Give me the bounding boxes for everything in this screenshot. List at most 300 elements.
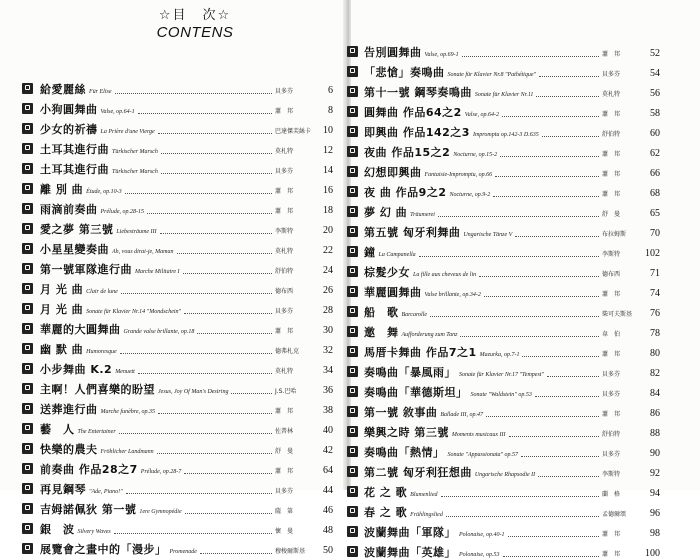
entry-composer: 蕭 邦 (275, 328, 294, 335)
entry-composer: 蘭 格 (602, 491, 621, 498)
entry-title: 小狗圓舞曲 (40, 103, 98, 116)
entry-page-number: 22 (323, 245, 333, 256)
entry-subtitle: Sonate "Waldstein" op.53 (470, 392, 532, 398)
entry-marker-icon (22, 123, 33, 134)
toc-entry[interactable] (0, 217, 345, 237)
toc-entry[interactable] (351, 520, 700, 540)
entry-marker-icon (347, 426, 358, 437)
dot-leader (509, 436, 600, 437)
entry-marker-icon (347, 46, 358, 57)
entry-subtitle: Menuett (115, 369, 135, 375)
entry-title: 第五號 匈牙利舞曲 (364, 226, 461, 239)
entry-title: 雨滴前奏曲 (40, 203, 98, 216)
dot-leader (521, 456, 599, 457)
entry-page-number: 82 (650, 368, 660, 379)
entry-page-number: 78 (650, 328, 660, 339)
entry-composer: 蕭 邦 (602, 111, 621, 118)
entry-marker-icon (347, 246, 358, 257)
dot-leader (493, 196, 599, 197)
toc-entry[interactable] (351, 220, 700, 240)
entry-title: 奏鳴曲「華德斯坦」 (364, 386, 468, 399)
entry-subtitle: Sonate für Klavier Nr.8 "Pathétique" (447, 72, 537, 78)
entry-page-number: 86 (650, 408, 660, 419)
toc-entry[interactable] (351, 100, 700, 120)
entry-page-number: 70 (650, 228, 660, 239)
entry-subtitle: 1ere Gymnopédie (139, 509, 182, 515)
left-page (0, 0, 345, 556)
entry-marker-icon (347, 126, 358, 137)
entry-composer: 佐普林 (275, 428, 294, 435)
entry-subtitle: Étude, op.10-3 (86, 189, 122, 195)
toc-entry[interactable] (351, 440, 700, 460)
entry-composer: 蕭 邦 (602, 291, 621, 298)
entry-page-number: 28 (323, 305, 333, 316)
entry-title: 樂興之時 第三號 (364, 426, 449, 439)
entry-marker-icon (22, 243, 33, 254)
toc-entry[interactable] (351, 360, 700, 380)
entry-marker-icon (22, 323, 33, 334)
entry-composer: 蕭 邦 (275, 108, 294, 115)
entry-title: 告別圓舞曲 (364, 46, 422, 59)
entry-page-number: 62 (650, 148, 660, 159)
entry-subtitle: Blumenlied (410, 492, 438, 498)
entry-marker-icon (347, 66, 358, 77)
dot-leader (484, 296, 599, 297)
entry-page-number: 74 (650, 288, 660, 299)
entry-subtitle: Fantaisie-Impromptu, op.66 (424, 172, 493, 178)
entry-marker-icon (22, 423, 33, 434)
entry-title: 奏鳴曲「暴風雨」 (364, 366, 456, 379)
toc-entry[interactable] (0, 97, 345, 117)
entry-composer: 懷 曼 (275, 528, 294, 535)
entry-composer: 布拉姆斯 (602, 231, 627, 238)
toc-entry[interactable] (0, 157, 345, 177)
entry-subtitle: Grande valse brillante, op.18 (123, 329, 195, 335)
entry-page-number: 30 (323, 325, 333, 336)
entry-subtitle: Valse brillante, op.34-2 (424, 292, 481, 298)
entry-marker-icon (347, 366, 358, 377)
entry-subtitle: Ballade III, op.47 (440, 412, 483, 418)
entry-page-number: 64 (323, 465, 333, 476)
entry-composer: 蕭 邦 (275, 408, 294, 415)
entry-subtitle: Valse, op.64-1 (100, 109, 135, 115)
toc-entry[interactable] (351, 540, 700, 560)
entry-title: 馬厝卡舞曲 作品7之1 (364, 346, 477, 359)
entry-title: 月 光 曲 (40, 283, 84, 296)
entry-subtitle: Valse, op.64-2 (464, 112, 499, 118)
entry-marker-icon (22, 343, 33, 354)
entry-page-number: 94 (650, 488, 660, 499)
entry-marker-icon (22, 363, 33, 374)
entry-page-number: 20 (323, 225, 333, 236)
toc-entry[interactable] (0, 397, 345, 417)
dot-leader (462, 56, 599, 57)
dot-leader (147, 213, 272, 214)
entry-page-number: 12 (323, 145, 333, 156)
entry-composer: 韋 伯 (602, 331, 621, 338)
entry-page-number: 65 (650, 208, 660, 219)
entry-title: 圓舞曲 作品64之2 (364, 106, 462, 119)
entry-marker-icon (22, 103, 33, 114)
entry-subtitle: Polonaise, op.53 (459, 552, 500, 558)
entry-composer: 蕭 邦 (602, 51, 621, 58)
entry-page-number: 76 (650, 308, 660, 319)
contents-header (130, 8, 260, 41)
entry-title: 第十一號 鋼琴奏鳴曲 (364, 86, 472, 99)
toc-entry[interactable] (351, 420, 700, 440)
entry-title: 展覽會之畫中的「漫步」 (40, 543, 167, 556)
entry-subtitle: Polonaise, op.40-1 (459, 532, 505, 538)
entry-page-number: 98 (650, 528, 660, 539)
entry-subtitle: Nocturne, op.15-2 (453, 152, 498, 158)
entry-title: 小步舞曲 K.2 (40, 363, 113, 376)
entry-marker-icon (347, 226, 358, 237)
dot-leader (538, 476, 599, 477)
entry-composer: 莫札特 (275, 148, 294, 155)
entry-subtitle: "Ade, Piano!" (89, 489, 123, 495)
entry-subtitle: La Campanella (378, 252, 416, 258)
entry-title: 藝 人 (40, 423, 75, 436)
toc-entry[interactable] (0, 517, 345, 537)
toc-entry[interactable] (0, 377, 345, 397)
header-title-row (130, 8, 260, 24)
entry-composer: 薩 第 (275, 508, 294, 515)
entry-composer: 德布西 (602, 271, 621, 278)
entry-subtitle: Jesus, Joy Of Man's Desiring (158, 389, 229, 395)
dot-leader (197, 333, 272, 334)
entry-composer: 貝多芬 (275, 308, 294, 315)
toc-entry[interactable] (0, 337, 345, 357)
dot-leader (536, 96, 599, 97)
entry-composer: 德布西 (275, 288, 294, 295)
entry-subtitle: Impromptu op.142-3 D.635 (472, 132, 539, 138)
entry-subtitle: Clair de lune (86, 289, 118, 295)
entry-subtitle: Nocturne, op.9-2 (449, 192, 491, 198)
dot-leader (539, 76, 599, 77)
entry-composer: 貝多芬 (602, 71, 621, 78)
toc-entry[interactable] (0, 197, 345, 217)
toc-entry[interactable] (351, 340, 700, 360)
entry-composer: J.S.巴哈 (275, 388, 297, 395)
right-page (351, 0, 700, 559)
dot-leader (120, 353, 272, 354)
entry-subtitle: Liebesträume III (116, 229, 157, 235)
dot-leader (515, 236, 599, 237)
entry-composer: 蕭 邦 (602, 151, 621, 158)
entry-title: 「悲愴」奏鳴曲 (364, 66, 445, 79)
toc-entry[interactable] (351, 380, 700, 400)
entry-page-number: 38 (323, 405, 333, 416)
entry-marker-icon (22, 503, 33, 514)
entry-title: 土耳其進行曲 (40, 163, 109, 176)
entry-composer: 蕭 邦 (275, 208, 294, 215)
entry-title: 愛之夢 第三號 (40, 223, 114, 236)
entry-composer: 貝多芬 (275, 168, 294, 175)
entry-page-number: 68 (650, 188, 660, 199)
entry-subtitle: Fröhlicher Landmann (100, 449, 154, 455)
toc-entry[interactable] (351, 240, 700, 260)
entry-page-number: 60 (650, 128, 660, 139)
toc-entry[interactable] (0, 257, 345, 277)
entry-composer: 巴達傑芙絲卡 (275, 128, 312, 135)
entry-subtitle: La fille aux cheveux de lin (413, 272, 477, 278)
entry-page-number: 90 (650, 448, 660, 459)
entry-page-number: 58 (650, 108, 660, 119)
entry-composer: 貝多芬 (602, 451, 621, 458)
entry-marker-icon (22, 303, 33, 314)
entry-page-number: 54 (650, 68, 660, 79)
entry-page-number: 84 (650, 388, 660, 399)
entry-composer: 貝多芬 (275, 488, 294, 495)
entry-marker-icon (22, 203, 33, 214)
toc-entry[interactable] (351, 280, 700, 300)
entry-composer: 莫札特 (275, 368, 294, 375)
entry-subtitle: Träumerei (410, 212, 435, 218)
entry-page-number: 8 (328, 105, 333, 116)
dot-leader (157, 453, 272, 454)
toc-entry[interactable] (351, 140, 700, 160)
entry-title: 夢 幻 曲 (364, 206, 408, 219)
entry-title: 離 別 曲 (40, 183, 84, 196)
toc-entry[interactable] (0, 117, 345, 137)
entry-composer: 李斯特 (275, 228, 294, 235)
dot-leader (161, 153, 272, 154)
entry-subtitle: Ungarische Rhapsodie II (474, 472, 536, 478)
entry-subtitle: Valse, op.69-1 (424, 52, 459, 58)
dot-leader (441, 496, 600, 497)
entry-marker-icon (347, 386, 358, 397)
entry-title: 春 之 歌 (364, 506, 408, 519)
dot-leader (138, 113, 272, 114)
toc-entry[interactable] (0, 237, 345, 257)
entry-marker-icon (347, 446, 358, 457)
toc-entry[interactable] (351, 460, 700, 480)
entry-subtitle: The Entertainer (77, 429, 116, 435)
entry-subtitle: Barcarolle (401, 312, 428, 318)
dot-leader (522, 356, 599, 357)
entry-marker-icon (347, 546, 358, 557)
entry-title: 第一號軍隊進行曲 (40, 263, 132, 276)
entry-title: 幽 默 曲 (40, 343, 84, 356)
entry-title: 華麗的大圓舞曲 (40, 323, 121, 336)
entry-page-number: 14 (323, 165, 333, 176)
dot-leader (547, 376, 599, 377)
toc-entry[interactable] (351, 320, 700, 340)
entry-page-number: 92 (650, 468, 660, 479)
entry-marker-icon (347, 266, 358, 277)
toc-entry[interactable] (351, 200, 700, 220)
entry-title: 再見鋼琴 (40, 483, 86, 496)
entry-composer: 莫札特 (602, 91, 621, 98)
entry-composer: 貝多芬 (275, 88, 294, 95)
entry-title: 第二號 匈牙利狂想曲 (364, 466, 472, 479)
entry-title: 華麗圓舞曲 (364, 286, 422, 299)
dot-leader (121, 293, 272, 294)
toc-entry[interactable] (0, 137, 345, 157)
entry-marker-icon (22, 463, 33, 474)
toc-entry[interactable] (351, 300, 700, 320)
entry-marker-icon (347, 166, 358, 177)
entry-subtitle: Für Elise (89, 89, 112, 95)
toc-entry[interactable] (351, 260, 700, 280)
entry-page-number: 80 (650, 348, 660, 359)
entry-title: 土耳其進行曲 (40, 143, 109, 156)
entry-composer: 貝多芬 (602, 391, 621, 398)
entry-title: 邀 舞 (364, 326, 399, 339)
entry-subtitle: Marche funèbre, op.35 (100, 409, 156, 415)
dot-leader (495, 176, 599, 177)
entry-marker-icon (22, 283, 33, 294)
entry-marker-icon (22, 443, 33, 454)
toc-entry[interactable] (351, 160, 700, 180)
toc-entry[interactable] (0, 497, 345, 517)
entry-composer: 穆梭爾斯基 (275, 548, 306, 555)
toc-entry[interactable] (0, 457, 345, 477)
dot-leader (184, 473, 272, 474)
dot-leader (185, 513, 272, 514)
toc-entry[interactable] (0, 177, 345, 197)
entry-composer: 舒 曼 (602, 211, 621, 218)
entry-page-number: 46 (323, 505, 333, 516)
entry-page-number: 32 (323, 345, 333, 356)
entry-page-number: 18 (323, 205, 333, 216)
entry-marker-icon (22, 483, 33, 494)
dot-leader (158, 133, 272, 134)
toc-entry[interactable] (351, 60, 700, 80)
entry-title: 前奏曲 作品28之7 (40, 463, 138, 476)
entry-marker-icon (347, 466, 358, 477)
entry-subtitle: Moments musicaux III (451, 432, 506, 438)
entry-page-number: 40 (323, 425, 333, 436)
dot-leader (500, 156, 599, 157)
toc-entry[interactable] (0, 277, 345, 297)
entry-page-number: 34 (323, 365, 333, 376)
entry-composer: 蕭 邦 (602, 551, 621, 558)
entry-marker-icon (347, 186, 358, 197)
entry-composer: 舒伯特 (602, 431, 621, 438)
dot-leader (535, 396, 599, 397)
dot-leader (183, 273, 272, 274)
entry-page-number: 24 (323, 265, 333, 276)
entry-composer: 貝多芬 (602, 371, 621, 378)
toc-entry[interactable] (351, 480, 700, 500)
entry-subtitle: Sonate für Klavier Nr.11 (474, 92, 534, 98)
dot-leader (161, 173, 272, 174)
entry-composer: 蕭 邦 (602, 411, 621, 418)
entry-subtitle: Türkischer Marsch (112, 149, 158, 155)
entry-subtitle: Silvery Waves (77, 529, 111, 535)
entry-title: 鐘 (364, 246, 376, 259)
entry-marker-icon (22, 523, 33, 534)
entry-subtitle: Humoresque (86, 349, 117, 355)
entry-marker-icon (22, 163, 33, 174)
entry-subtitle: Mazurka, op.7-1 (479, 352, 520, 358)
entry-marker-icon (22, 543, 33, 554)
entry-marker-icon (347, 326, 358, 337)
entry-marker-icon (22, 263, 33, 274)
entry-title: 送葬進行曲 (40, 403, 98, 416)
entry-composer: 李斯特 (602, 471, 621, 478)
entry-title: 花 之 歌 (364, 486, 408, 499)
toc-entry[interactable] (0, 357, 345, 377)
toc-entry[interactable] (351, 400, 700, 420)
entry-subtitle: Sonate für Klavier Nr.14 "Mondschein" (86, 309, 182, 315)
dot-leader (119, 433, 272, 434)
entry-title: 主啊！人們喜樂的盼望 (40, 383, 155, 396)
dot-leader (177, 253, 273, 254)
entry-marker-icon (347, 346, 358, 357)
entry-page-number: 48 (323, 525, 333, 536)
entry-page-number: 26 (323, 285, 333, 296)
star-icon: ☆ (158, 8, 173, 23)
entry-marker-icon (347, 106, 358, 117)
entry-page-number: 10 (323, 125, 333, 136)
entry-subtitle: La Prière d'une Vierge (100, 129, 155, 135)
entry-composer: 舒 曼 (275, 448, 294, 455)
entry-marker-icon (347, 506, 358, 517)
entry-composer: 蕭 邦 (602, 191, 621, 198)
toc-entry[interactable] (351, 500, 700, 520)
entry-title: 月 光 曲 (40, 303, 84, 316)
entry-title: 少女的祈禱 (40, 123, 98, 136)
dot-leader (446, 516, 599, 517)
entry-subtitle: Ah, vous dirai-je, Maman (112, 249, 174, 255)
toc-entry[interactable] (0, 77, 345, 97)
entry-page-number: 100 (645, 548, 660, 559)
toc-entry[interactable] (0, 297, 345, 317)
entry-title: 奏鳴曲「熱情」 (364, 446, 445, 459)
entry-title: 給愛麗絲 (40, 83, 86, 96)
dot-leader (486, 416, 599, 417)
dot-leader (158, 413, 272, 414)
entry-composer: 蕭 邦 (602, 531, 621, 538)
toc-entry[interactable] (351, 120, 700, 140)
star-icon: ☆ (217, 8, 232, 23)
entry-marker-icon (22, 383, 33, 394)
entry-page-number: 88 (650, 428, 660, 439)
toc-entry[interactable] (351, 40, 700, 60)
toc-entry[interactable] (0, 437, 345, 457)
dot-leader (508, 536, 600, 537)
entry-title: 夜 曲 作品9之2 (364, 186, 447, 199)
dot-leader (479, 276, 599, 277)
toc-entry[interactable] (0, 477, 345, 497)
toc-entry[interactable] (0, 317, 345, 337)
entry-title: 波蘭舞曲「軍隊」 (364, 526, 456, 539)
entry-page-number: 102 (645, 248, 660, 259)
dot-leader (200, 553, 272, 554)
entry-marker-icon (347, 86, 358, 97)
entry-page-number: 66 (650, 168, 660, 179)
entry-marker-icon (347, 406, 358, 417)
entry-subtitle: Promenade (169, 549, 197, 555)
dot-leader (184, 313, 272, 314)
entry-page-number: 71 (650, 268, 660, 279)
toc-entry[interactable] (351, 180, 700, 200)
entry-marker-icon (347, 526, 358, 537)
entry-composer: 舒伯特 (275, 268, 294, 275)
dot-leader (138, 373, 272, 374)
contents-title-en: CONTENS (156, 24, 234, 41)
toc-entry[interactable] (351, 80, 700, 100)
toc-entry[interactable] (0, 537, 345, 557)
entry-marker-icon (22, 83, 33, 94)
entry-title: 第一號 敘事曲 (364, 406, 438, 419)
entry-marker-icon (22, 143, 33, 154)
entry-marker-icon (347, 486, 358, 497)
entry-composer: 李斯特 (602, 251, 621, 258)
toc-entry[interactable] (0, 417, 345, 437)
